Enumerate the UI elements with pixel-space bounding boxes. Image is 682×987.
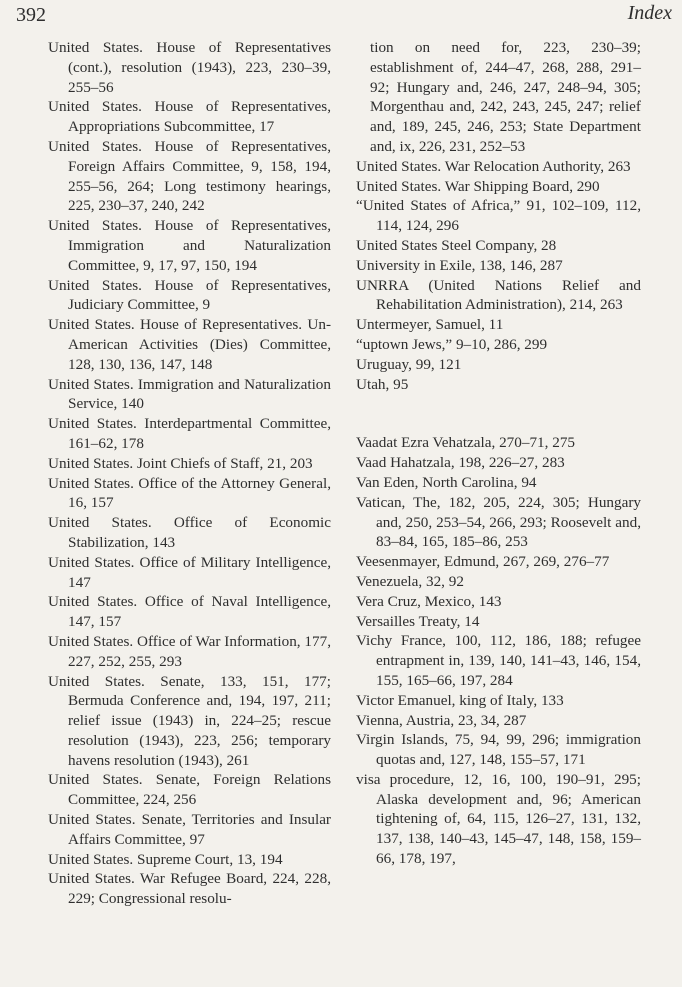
index-entry: United States. War Relocation Authority, 263 <box>356 157 631 175</box>
index-entry: Vera Cruz, Mexico, 143 <box>356 592 502 610</box>
index-entry: United States. Interdepartmental Committee, 161–62, 178 <box>48 415 331 452</box>
index-entry: United States. War Shipping Board, 290 <box>356 177 600 195</box>
index-entry: Versailles Treaty, 14 <box>356 612 480 630</box>
index-entry: United States. Office of Naval Intelligence, 147, 157 <box>48 593 331 631</box>
index-entry: Vaad Hahatzala, 198, 226–27, 283 <box>356 454 565 472</box>
index-entry: United States. House of Representatives, Appropriations Subcommittee, 17 <box>48 98 331 136</box>
index-entry: UNRRA (United Nations Relief and Rehabilitation Administration), 214, 263 <box>356 276 641 314</box>
index-entry-continuation: tion on need for, 223, 230–39; establishment of, 244–47, 268, 288, 291–92; Hungary and, 246, 247, 248–94, 305; Morgenthau and, 242, 243, 245, 247; relief and, 189, 245, 246, 253; State Department and, ix, 226, 231, 252–53 <box>370 39 641 155</box>
index-entry: United States. Senate, 133, 151, 177; Bermuda Conference and, 194, 197, 211; relief issue (1943) in, 224–25; rescue resolution (1943), 223, 256; temporary havens resolution (1943), 261 <box>48 672 331 769</box>
index-entry: United States. Office of War Information, 177, 227, 252, 255, 293 <box>48 632 331 670</box>
index-entry: United States. Office of Military Intelligence, 147 <box>48 553 331 591</box>
index-entry: Untermeyer, Samuel, 11 <box>356 316 504 334</box>
index-entry: Vatican, The, 182, 205, 224, 305; Hungary and, 250, 253–54, 266, 293; Roosevelt and, 83–84, 165, 185–86, 253 <box>356 493 641 551</box>
index-entry: Vichy France, 100, 112, 186, 188; refugee entrapment in, 139, 140, 141–43, 146, 154, 155, 165–66, 197, 284 <box>356 632 641 689</box>
page-number: 392 <box>16 4 46 26</box>
index-entry: United States. Senate, Territories and Insular Affairs Committee, 97 <box>48 811 331 848</box>
index-entry: Vaadat Ezra Vehatzala, 270–71, 275 <box>356 434 576 452</box>
index-entry: United States. Joint Chiefs of Staff, 21, 203 <box>48 454 313 472</box>
index-entry: United States. Supreme Court, 13, 194 <box>48 850 283 868</box>
index-entry: Uruguay, 99, 121 <box>356 355 462 373</box>
index-entry: Van Eden, North Carolina, 94 <box>356 473 537 491</box>
index-entry: United States. War Refugee Board, 224, 228, 229; Congressional resolu- <box>48 870 331 908</box>
index-entry: visa procedure, 12, 16, 100, 190–91, 295; Alaska development and, 96; American tightening of, 64, 115, 126–27, 131, 132, 137, 138, 140–43, 145–47, 148, 158, 159–66, 178, 197, <box>356 770 641 868</box>
index-entry: Virgin Islands, 75, 94, 99, 296; immigration quotas and, 127, 148, 155–57, 171 <box>356 731 641 769</box>
index-entry: United States. Senate, Foreign Relations Committee, 224, 256 <box>48 771 331 809</box>
index-entry: Venezuela, 32, 92 <box>356 572 464 590</box>
index-entry: United States. House of Representatives (cont.), resolution (1943), 223, 230–39, 255–56 <box>48 39 331 96</box>
index-entry: United States. House of Representatives, Immigration and Naturalization Committee, 9, 17, 97, 150, 194 <box>48 217 331 274</box>
running-title: Index <box>627 2 672 24</box>
index-entry: United States. Office of Economic Stabilization, 143 <box>48 514 331 551</box>
index-entry: United States. House of Representatives. Un-American Activities (Dies) Committee, 128, 130, 136, 147, 148 <box>48 316 331 373</box>
index-entry: Veesenmayer, Edmund, 267, 269, 276–77 <box>356 553 610 571</box>
index-column-right <box>356 38 641 869</box>
letter-section-gap <box>356 394 641 433</box>
index-entry: United States. Office of the Attorney General, 16, 157 <box>48 474 331 512</box>
index-entry: “uptown Jews,” 9–10, 286, 299 <box>356 335 548 353</box>
index-entry: United States. Immigration and Naturalization Service, 140 <box>48 375 331 413</box>
index-entry: “United States of Africa,” 91, 102–109, 112, 114, 124, 296 <box>356 197 641 235</box>
index-entry: University in Exile, 138, 146, 287 <box>356 256 563 274</box>
index-entry: Victor Emanuel, king of Italy, 133 <box>356 691 564 709</box>
index-entry: Vienna, Austria, 23, 34, 287 <box>356 711 527 729</box>
index-column-left <box>48 38 331 909</box>
index-entry: United States. House of Representatives, Foreign Affairs Committee, 9, 158, 194, 255–56, 264; Long testimony hearings, 225, 230–37, 240, 242 <box>48 137 331 215</box>
index-entry: United States Steel Company, 28 <box>356 236 557 254</box>
index-entry: Utah, 95 <box>356 375 409 393</box>
index-entry: United States. House of Representatives, Judiciary Committee, 9 <box>48 276 331 314</box>
